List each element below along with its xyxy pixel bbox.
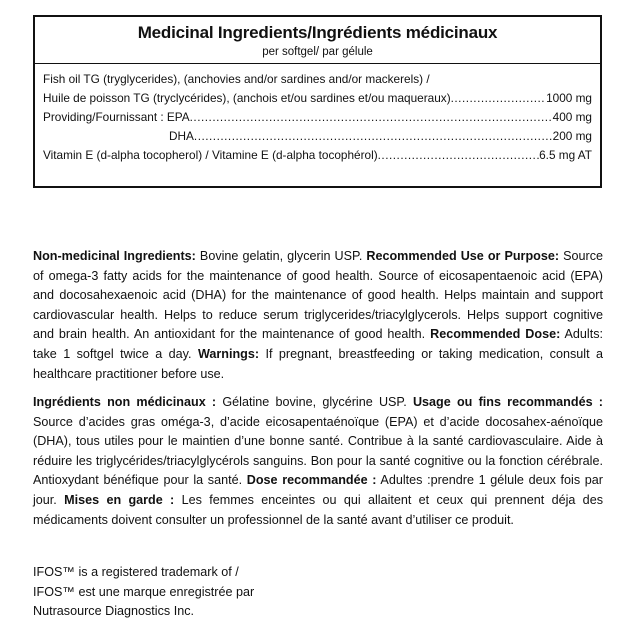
ingredient-row: [43, 128, 592, 145]
trademark-line: IFOS™ is a registered trademark of /: [33, 565, 239, 579]
french-label-text: [33, 393, 603, 530]
ingredient-label: Vitamin E (d-alpha tocopherol) / Vitamine E (d-alpha tocophérol): [43, 148, 378, 162]
panel-divider: [35, 63, 600, 64]
warnings-text-fr: Les femmes enceintes ou qui allaitent et ceux qui prennent déja des médicaments doivent consulter un professionnel de la santé avant d’utiliser ce produit.: [33, 492, 603, 527]
trademark-line: IFOS™ est une marque enregistrée par: [33, 584, 255, 599]
dose-heading: Recommended Dose:: [430, 327, 561, 342]
nmi-heading-fr: Ingrédients non médicinaux :: [33, 395, 217, 409]
panel-subtitle: per softgel/ par gélule: [262, 46, 373, 58]
dose-text: Adults: take 1 softgel twice a day.: [33, 327, 603, 361]
ingredient-row: [43, 109, 592, 126]
ingredient-label: Fish oil TG (tryglycerides), (anchovies and/or sardines and/or mackerels) /: [43, 72, 430, 86]
use-heading-fr: Usage ou fins recommandés :: [412, 395, 603, 409]
ingredient-label: Huile de poisson TG (tryclycérides), (anchois et/ou sardines et/ou maqueraux): [43, 91, 451, 105]
dose-heading-fr: Dose recommandée :: [246, 473, 377, 488]
trademark-notice: [33, 563, 254, 622]
ingredient-row: [43, 147, 592, 164]
dot-leader: [378, 147, 539, 164]
dose-text-fr: Adultes :prendre 1 gélule deux fois par jour.: [33, 473, 603, 507]
nmi-heading: Non-medicinal Ingredients:: [33, 249, 196, 263]
ingredient-row: [43, 71, 592, 88]
ingredient-value: 1000 mg: [546, 91, 592, 105]
use-heading: Recommended Use or Purpose:: [366, 249, 560, 263]
warnings-heading: Warnings:: [197, 346, 260, 361]
nmi-text-fr: Gélatine bovine, glycérine USP.: [216, 395, 413, 409]
ingredient-value: 200 mg: [552, 129, 592, 143]
dot-leader: [451, 90, 546, 107]
warnings-text: If pregnant, breastfeeding or taking medication, consult a healthcare practitioner before use.: [33, 346, 603, 381]
dot-leader: [190, 109, 553, 126]
panel-title: Medicinal Ingredients/Ingrédients médicinaux: [137, 23, 498, 42]
nmi-text: Bovine gelatin, glycerin USP.: [195, 249, 367, 263]
dot-leader: [194, 128, 553, 145]
ingredient-label: DHA: [169, 129, 194, 143]
ingredient-label: Providing/Fournissant : EPA: [43, 110, 190, 124]
ingredient-value: 400 mg: [552, 110, 592, 124]
warnings-heading-fr: Mises en garde :: [64, 492, 175, 507]
ingredient-value: 6.5 mg AT: [539, 148, 592, 162]
medicinal-ingredients-panel: [33, 15, 602, 188]
ingredient-row: [43, 90, 592, 107]
use-text: Source of omega-3 fatty acids for the maintenance of good health. Source of eicosapentaenoic acid (EPA) and docosahexaenoic acid (DHA) for the maintenance of good health. Helps maintain and support cardiovascular health. Helps to reduce serum triglycerides/triacylglycerols. Helps support cognitive and brain health. An antioxidant for the maintenance of good health.: [33, 249, 604, 342]
use-text-fr: Source d’acides gras oméga-3, d’acide eicosapentaénoïque (EPA) et d’acide docosahex-aénoïque (DHA), tous utiles pour le maintien d’une bonne santé. Contribue à la santé cardiovasculaire. Aide à réduire les triglycérides/triacylglycérols sanguins. Bon pour la santé cognitive ou la fonction cérébrale. Antioxydant bénéfique pour la santé.: [33, 414, 603, 488]
english-label-text: [33, 247, 603, 384]
trademark-line: Nutrasource Diagnostics Inc.: [33, 604, 194, 619]
